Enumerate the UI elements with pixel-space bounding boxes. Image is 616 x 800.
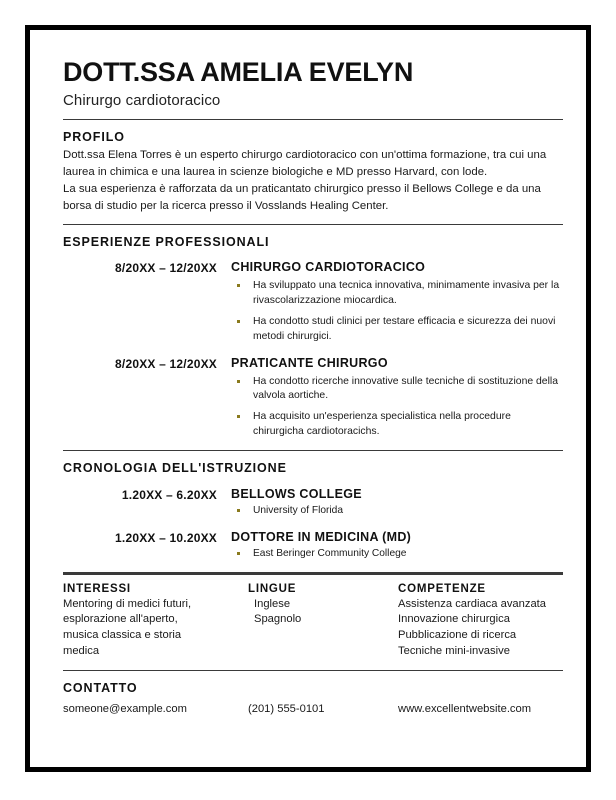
experience-title: PRATICANTE CHIRURGO — [231, 355, 388, 370]
resume-content — [63, 40, 563, 715]
education-title: DOTTORE IN MEDICINA (MD) — [231, 530, 412, 545]
profile-paragraph-1: Dott.ssa Elena Torres è un esperto chirurgo cardiotoracico con un'ottima formazione, tra cui una laurea in chimica e una laurea in scienze biologiche e MD presso Harvard, con lode. — [63, 149, 547, 178]
skills-list — [398, 597, 563, 661]
contact-phone[interactable]: (201) 555-0101 — [248, 703, 325, 716]
contact-details-row — [63, 703, 563, 715]
section-heading-contact: CONTATTO — [63, 681, 138, 696]
contact-website[interactable]: www.excellentwebsite.com — [398, 703, 532, 716]
education-entry — [63, 530, 563, 561]
list-item: Inglese — [254, 597, 291, 610]
contact-email[interactable]: someone@example.com — [63, 703, 187, 716]
column-skills — [398, 583, 563, 661]
experience-dates: 8/20XX – 12/20XX — [115, 356, 217, 371]
experience-bullet-list — [231, 375, 563, 440]
education-dates: 1.20XX – 10.20XX — [115, 531, 217, 546]
page-title: DOTT.SSA AMELIA EVELYN — [63, 57, 414, 87]
column-languages — [248, 583, 398, 661]
divider-profile — [63, 224, 563, 225]
experience-title: CHIRURGO CARDIOTORACICO — [231, 260, 426, 275]
list-item: esplorazione all'aperto, — [63, 613, 178, 626]
page-frame-border — [25, 25, 591, 772]
list-item: Tecniche mini-invasive — [398, 645, 510, 658]
list-item: Innovazione chirurgica — [398, 613, 510, 626]
list-item: Ha condotto ricerche innovative sulle tecniche di sostituzione della valvola aortiche. — [231, 375, 563, 405]
job-role-subtitle: Chirurgo cardiotoracico — [63, 92, 221, 110]
list-item: Assistenza cardiaca avanzata — [398, 597, 547, 610]
languages-list — [248, 597, 398, 629]
divider-header — [63, 119, 563, 120]
section-heading-skills: COMPETENZE — [398, 582, 486, 595]
divider-columns — [63, 572, 563, 575]
list-item: University of Florida — [231, 504, 563, 518]
experience-dates: 8/20XX – 12/20XX — [115, 261, 217, 276]
section-heading-experience: ESPERIENZE PROFESSIONALI — [63, 235, 270, 250]
education-entry — [63, 487, 563, 518]
education-dates: 1.20XX – 6.20XX — [121, 487, 217, 502]
experience-entry — [63, 260, 563, 344]
list-item: East Beringer Community College — [231, 547, 563, 561]
list-item: Mentoring di medici futuri, — [63, 597, 192, 610]
section-heading-profile: PROFILO — [63, 130, 125, 145]
list-item: Ha sviluppato una tecnica innovativa, minimamente invasiva per la rivascolarizzazione miocardica. — [231, 279, 563, 309]
three-column-block — [63, 583, 563, 661]
column-interests — [63, 583, 248, 661]
divider-contact — [63, 670, 563, 671]
experience-bullet-list — [231, 279, 563, 344]
experience-entry — [63, 356, 563, 440]
interests-list — [63, 597, 248, 661]
section-heading-languages: LINGUE — [248, 582, 297, 595]
divider-experience — [63, 450, 563, 451]
experience-body — [231, 260, 563, 344]
list-item: Ha condotto studi clinici per testare efficacia e sicurezza dei nuovi metodi chirurgici. — [231, 315, 563, 345]
profile-text — [63, 147, 563, 214]
list-item: Spagnolo — [254, 613, 302, 626]
education-bullet-list — [231, 547, 563, 561]
education-body — [231, 487, 563, 518]
section-heading-interests: INTERESSI — [63, 582, 131, 595]
education-title: BELLOWS COLLEGE — [231, 486, 362, 501]
profile-paragraph-2: La sua esperienza è rafforzata da un praticantato chirurgico presso il Bellows College e da una borsa di studio per la ricerca presso il Vosslands Healing Center. — [63, 183, 541, 212]
section-heading-education: CRONOLOGIA DELL'ISTRUZIONE — [63, 460, 287, 475]
education-bullet-list — [231, 504, 563, 518]
experience-body — [231, 356, 563, 440]
education-body — [231, 530, 563, 561]
list-item: Pubblicazione di ricerca — [398, 629, 517, 642]
list-item: medica — [63, 645, 100, 658]
list-item: Ha acquisito un'esperienza specialistica nella procedure chirurgicha cardiotoracichs. — [231, 410, 563, 440]
list-item: musica classica e storia — [63, 629, 182, 642]
